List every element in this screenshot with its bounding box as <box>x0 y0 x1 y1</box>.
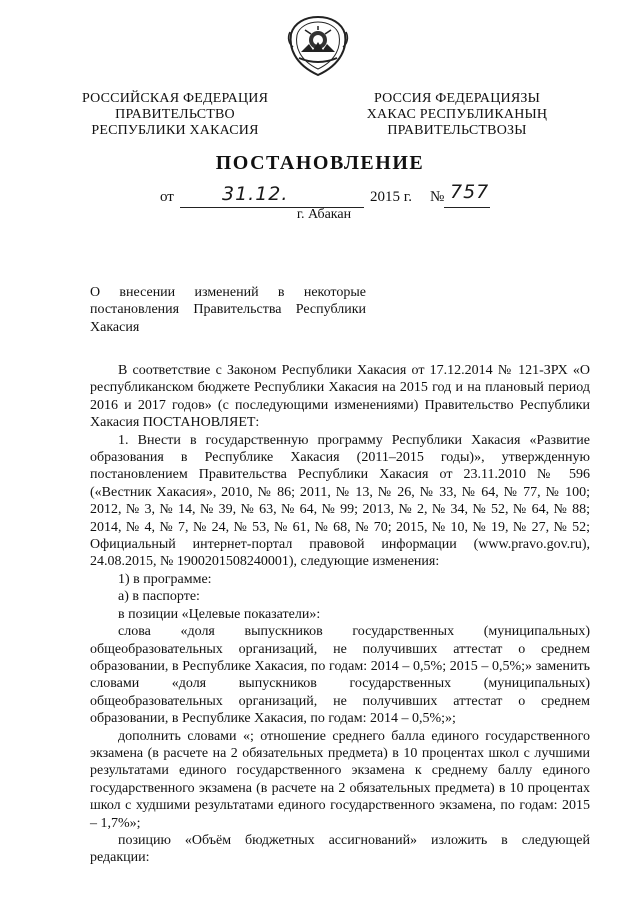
body-paragraph: слова «доля выпускников государственных (муниципальных) общеобразовательных организаций, не получивших аттестат о среднем образовании, в Республике Хакасия, по годам: 2014 – 0,5%; 2015 – 0,5%;» заменить словами «доля выпускников государственных (муниципальных) общеобразовательных организаций, не получивших аттестат о среднем образовании, в Республике Хакасия, по годам: 2014 – 0,5%;»; <box>90 624 590 727</box>
header-right-line: ПРАВИТЕЛЬСТВОЗЫ <box>387 123 527 138</box>
header-right-block <box>364 91 550 139</box>
body-paragraph: дополнить словами «; отношение среднего балла единого государственного экзамена (в расчете на 2 обязательных предмета) в 10 процентах школ с лучшими результатами единого государственного экзамена к среднему баллу единого государственного экзамена (в расчете на 2 обязательных предмета) в 10 процентах школ с худшими результатами единого государственного экзамена, по годам: 2015 – 1,7%»; <box>90 728 590 831</box>
khakassia-coat-of-arms-icon <box>287 14 349 78</box>
subject-line: Хакасия <box>90 319 140 335</box>
subject-line: О внесении изменений в некоторые <box>90 285 366 300</box>
body-paragraph: 1) в программе: <box>118 571 212 587</box>
document-subject <box>90 284 366 336</box>
body-paragraph: а) в паспорте: <box>118 589 200 605</box>
body-paragraph: позицию «Объём бюджетных ассигнований» изложить в следующей редакции: <box>90 832 590 866</box>
header-right-line: ХАКАС РЕСПУБЛИКАНЫҢ <box>366 107 548 122</box>
document-body <box>90 362 590 867</box>
body-paragraph: 1. Внести в государственную программу Республики Хакасия «Развитие образования в Республике Хакасия (2011–2015 годы)», утвержденную постановлением Правительства Республики Хакасия от 23.11.2010 № 596 («Вестник Хакасия», 2010, № 86; 2011, № 13, № 26, № 33, № 64, № 77, № 100; 2012, № 3, № 14, № 39, № 63, № 64, № 99; 2013, № 2, № 34, № 52, № 64, № 88; 2014, № 4, № 7, № 24, № 53, № 61, № 68, № 70; 2015, № 10, № 19, № 27, № 52; Официальный интернет-портал правовой информации (www.pravo.gov.ru), 24.08.2015, № 1900201508240001), следующие изменения: <box>90 432 590 570</box>
header-left-line: ПРАВИТЕЛЬСТВО <box>115 107 235 122</box>
header-right-line: РОССИЯ ФЕДЕРАЦИЯЗЫ <box>373 91 541 106</box>
date-prefix: от <box>160 189 174 205</box>
handwritten-date: 31.12. <box>222 183 289 205</box>
header-left-line: РОССИЙСКАЯ ФЕДЕРАЦИЯ <box>82 91 269 106</box>
body-paragraph: В соответствие с Законом Республики Хакасия от 17.12.2014 № 121-ЗРХ «О республиканском бюджете Республики Хакасия на 2015 год и на плановый период 2016 и 2017 годов» (с последующими изменениями) Правительство Республики Хакасия ПОСТАНОВЛЯЕТ: <box>90 363 590 431</box>
document-title: ПОСТАНОВЛЕНИЕ <box>215 152 425 174</box>
subject-line: постановления Правительства Республики <box>90 302 366 318</box>
header-left-line: РЕСПУБЛИКИ ХАКАСИЯ <box>91 123 259 138</box>
handwritten-number: 757 <box>450 181 490 203</box>
city-line: г. Абакан <box>296 207 352 222</box>
number-sign: № <box>430 189 445 205</box>
header-left-block <box>82 91 268 139</box>
date-year: 2015 г. <box>370 189 412 205</box>
body-paragraph: в позиции «Целевые показатели»: <box>118 606 321 622</box>
